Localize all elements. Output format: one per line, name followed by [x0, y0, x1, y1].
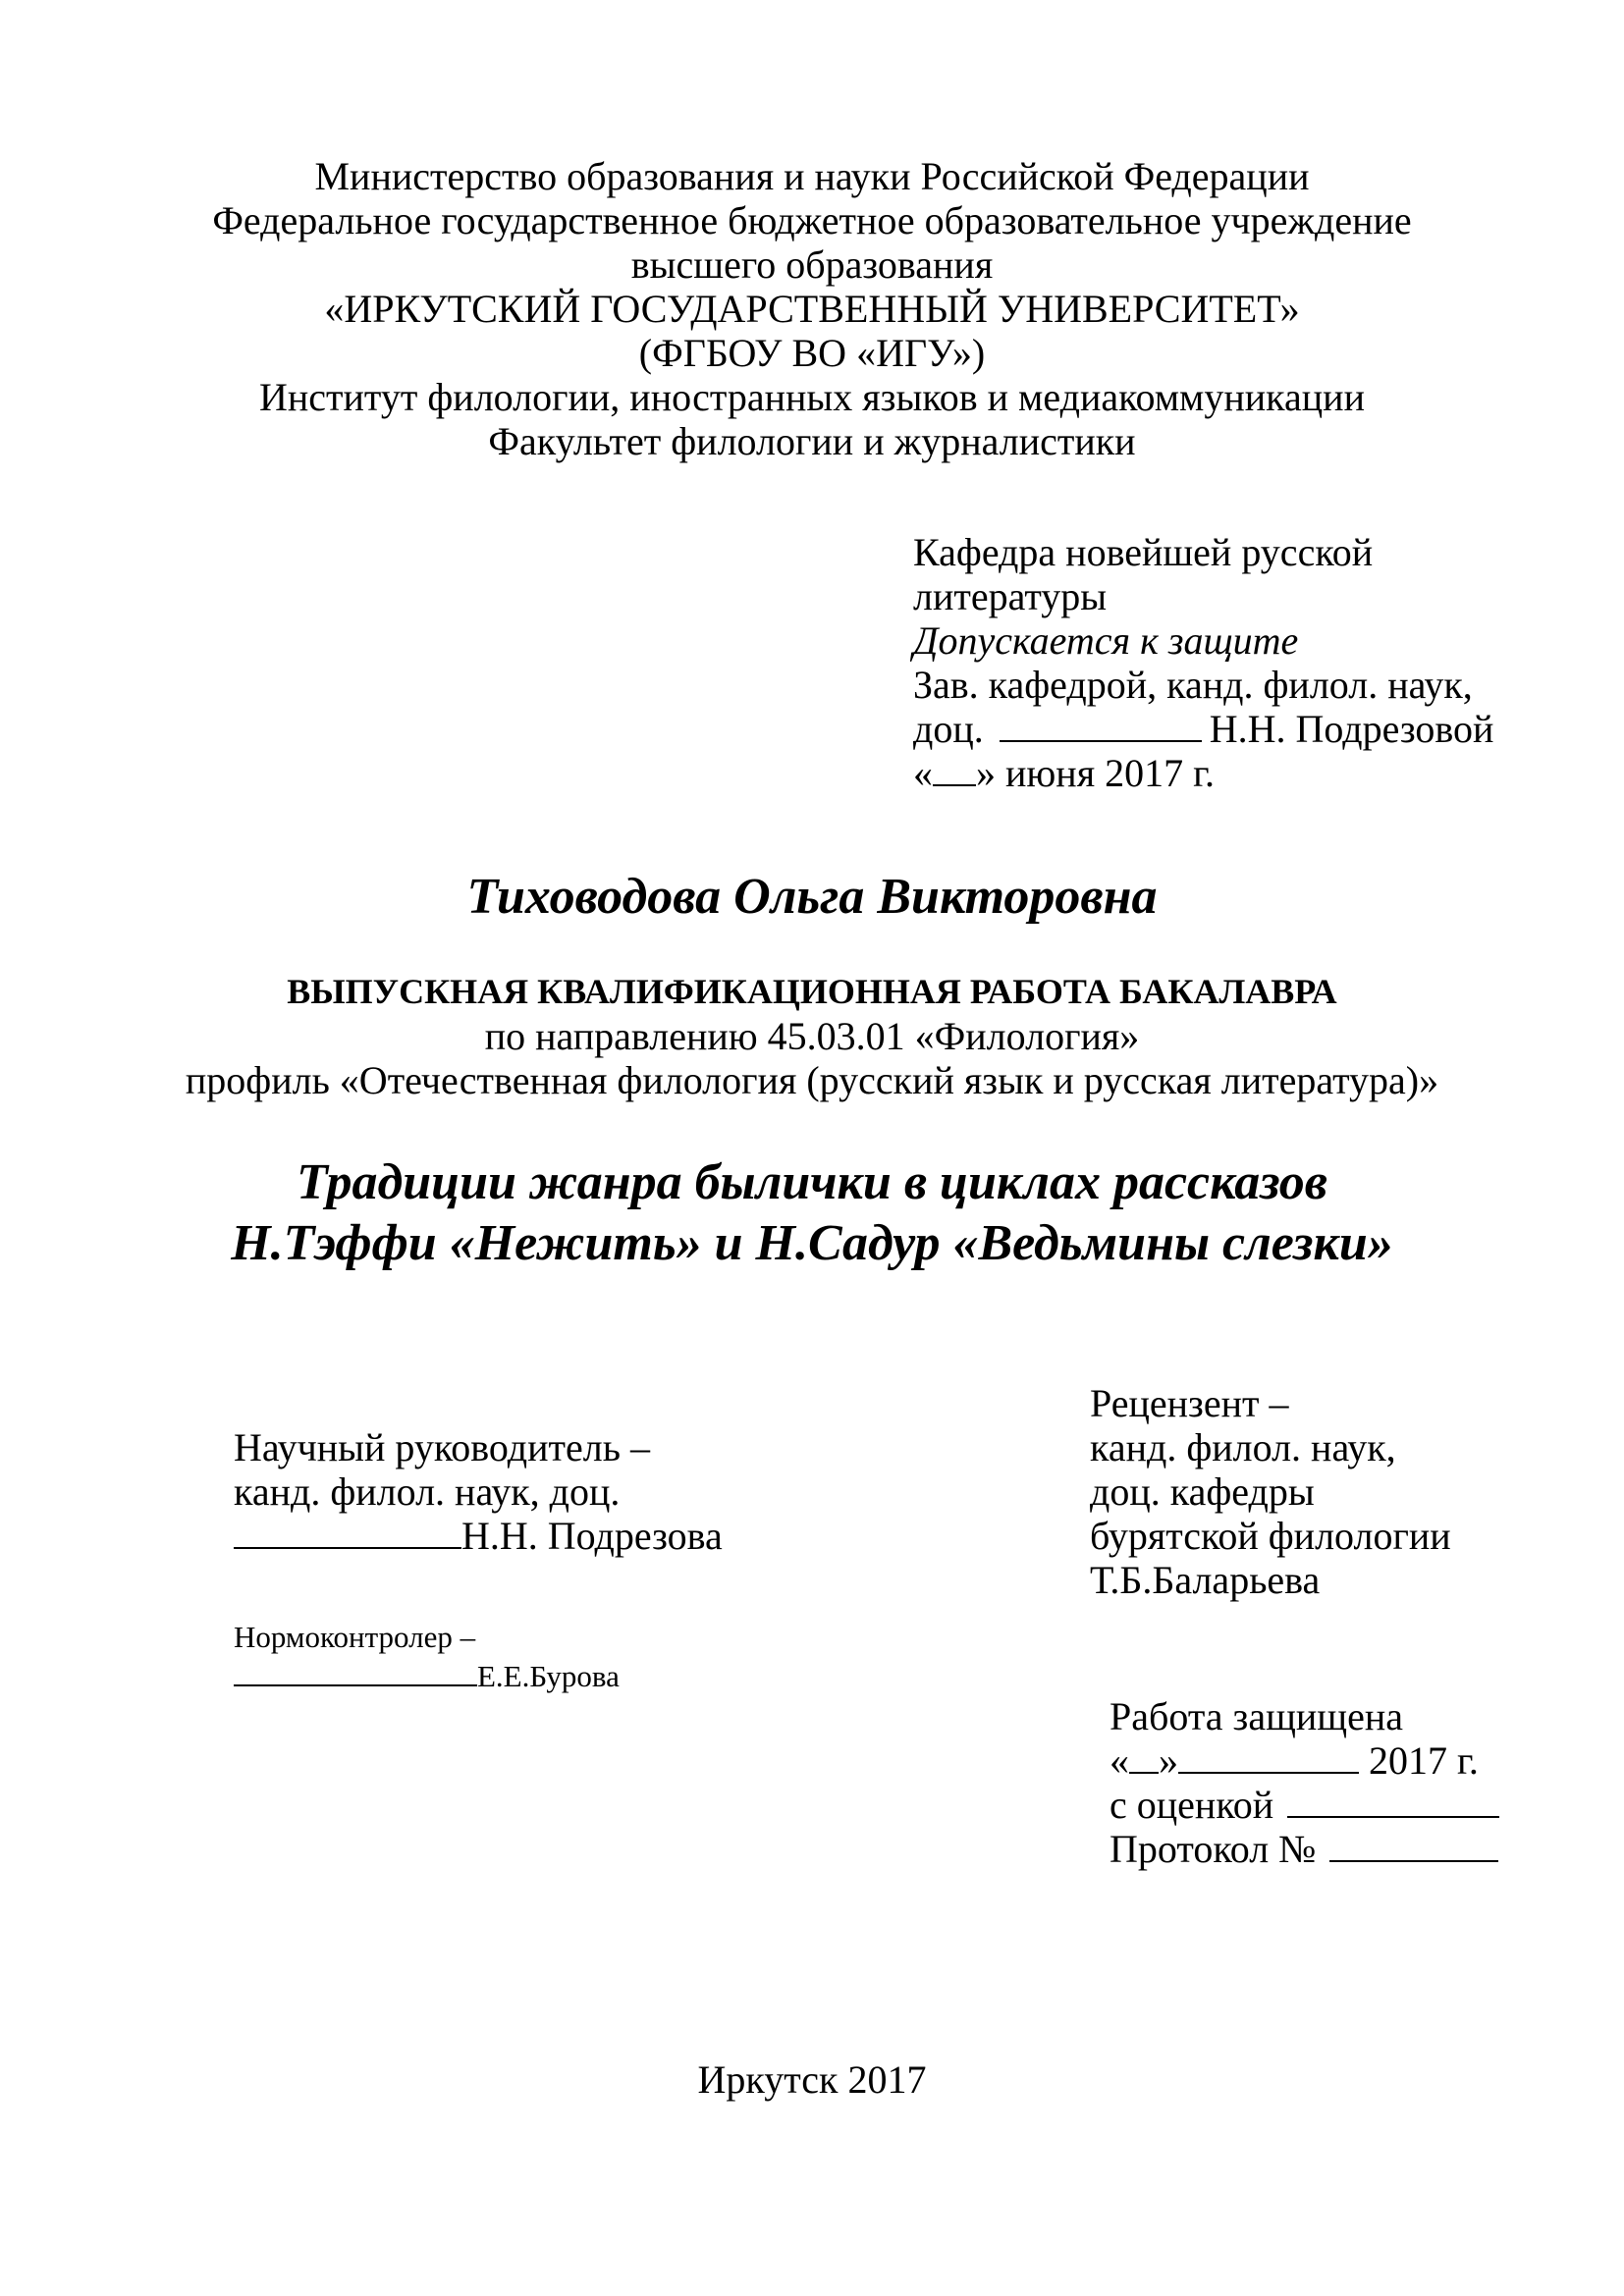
head-name: Н.Н. Подрезовой — [1209, 707, 1494, 751]
approval-date-line — [913, 751, 1493, 795]
faculty-line: Факультет филологии и журналистики — [488, 419, 1136, 463]
supervisor-role: Научный руководитель – — [234, 1425, 650, 1469]
head-signature-line — [913, 707, 1493, 751]
author-name — [0, 868, 1624, 927]
normcontrol-role: Нормоконтролер – — [234, 1620, 476, 1654]
reviewer-department: бурятской филологии — [1090, 1514, 1451, 1558]
normcontrol-signature-blank — [234, 1659, 477, 1686]
supervisor-signature-line — [234, 1514, 723, 1558]
protocol-label: Протокол № — [1110, 1827, 1317, 1871]
reviewer-role: Рецензент – — [1090, 1381, 1289, 1425]
supervisor-block — [234, 1425, 723, 1558]
university-name-line: «ИРКУТСКИЙ ГОСУДАРСТВЕННЫЙ УНИВЕРСИТЕТ» — [324, 287, 1300, 331]
defense-grade-line — [1110, 1783, 1499, 1827]
date-rest: » июня 2017 г. — [976, 751, 1215, 795]
normcontrol-name: Е.Е.Бурова — [477, 1659, 620, 1693]
defense-year: 2017 г. — [1369, 1738, 1479, 1783]
author-name-text: Тиховодова Ольга Викторовна — [466, 869, 1158, 925]
university-abbr-line: (ФГБОУ ВО «ИГУ») — [638, 331, 986, 375]
work-direction: по направлению 45.03.01 «Филология» — [484, 1014, 1140, 1058]
department-line-2: литературы — [913, 574, 1108, 618]
reviewer-degree: канд. филол. наук, — [1090, 1425, 1396, 1469]
reviewer-name: Т.Б.Баларьева — [1090, 1558, 1321, 1602]
day-blank — [933, 751, 976, 786]
grade-label: с оценкой — [1110, 1783, 1274, 1827]
defense-block — [1110, 1694, 1499, 1871]
defense-protocol-line — [1110, 1827, 1499, 1871]
approval-block — [913, 530, 1493, 795]
work-type: ВЫПУСКНАЯ КВАЛИФИКАЦИОННАЯ РАБОТА БАКАЛАВРА — [287, 972, 1337, 1011]
department-line: Кафедра новейшей русской — [913, 530, 1374, 574]
normcontrol-signature-line — [234, 1657, 620, 1696]
education-level-line: высшего образования — [630, 242, 994, 287]
work-profile: профиль «Отечественная филология (русский язык и русская литература)» — [185, 1058, 1439, 1102]
normcontrol-block — [234, 1618, 620, 1696]
thesis-title-line-2: Н.Тэффи «Нежить» и Н.Садур «Ведьмины слезки» — [231, 1215, 1393, 1271]
supervisor-signature-blank — [234, 1514, 461, 1549]
footer — [0, 2057, 1624, 2102]
institution-type-line: Федеральное государственное бюджетное образовательное учреждение — [212, 198, 1412, 242]
defense-day-blank — [1129, 1738, 1159, 1774]
defense-date-mid: » — [1159, 1738, 1178, 1783]
supervisor-name: Н.Н. Подрезова — [461, 1514, 723, 1558]
city-year: Иркутск 2017 — [697, 2057, 927, 2102]
reviewer-position: доц. кафедры — [1090, 1469, 1315, 1514]
protocol-blank — [1329, 1827, 1498, 1862]
defense-label: Работа защищена — [1110, 1694, 1404, 1738]
work-info-block — [0, 970, 1624, 1102]
docent-prefix: доц. — [913, 707, 984, 751]
head-of-department-line: Зав. кафедрой, канд. филол. наук, — [913, 663, 1473, 707]
reviewer-block — [1090, 1381, 1451, 1602]
defense-date-line — [1110, 1738, 1499, 1783]
defense-date-open: « — [1110, 1738, 1129, 1783]
supervisor-degree: канд. филол. наук, доц. — [234, 1469, 621, 1514]
signature-blank — [1000, 707, 1202, 742]
defense-month-blank — [1178, 1738, 1359, 1774]
header-block — [0, 154, 1624, 463]
institute-line: Институт филологии, иностранных языков и медиакоммуникации — [259, 375, 1365, 419]
date-open-quote: « — [913, 751, 933, 795]
thesis-title-line-1: Традиции жанра былички в циклах рассказов — [296, 1154, 1328, 1210]
admitted-label: Допускается к защите — [913, 618, 1299, 663]
ministry-line: Министерство образования и науки Российской Федерации — [314, 154, 1310, 198]
grade-blank — [1287, 1783, 1499, 1818]
thesis-title — [0, 1152, 1624, 1274]
